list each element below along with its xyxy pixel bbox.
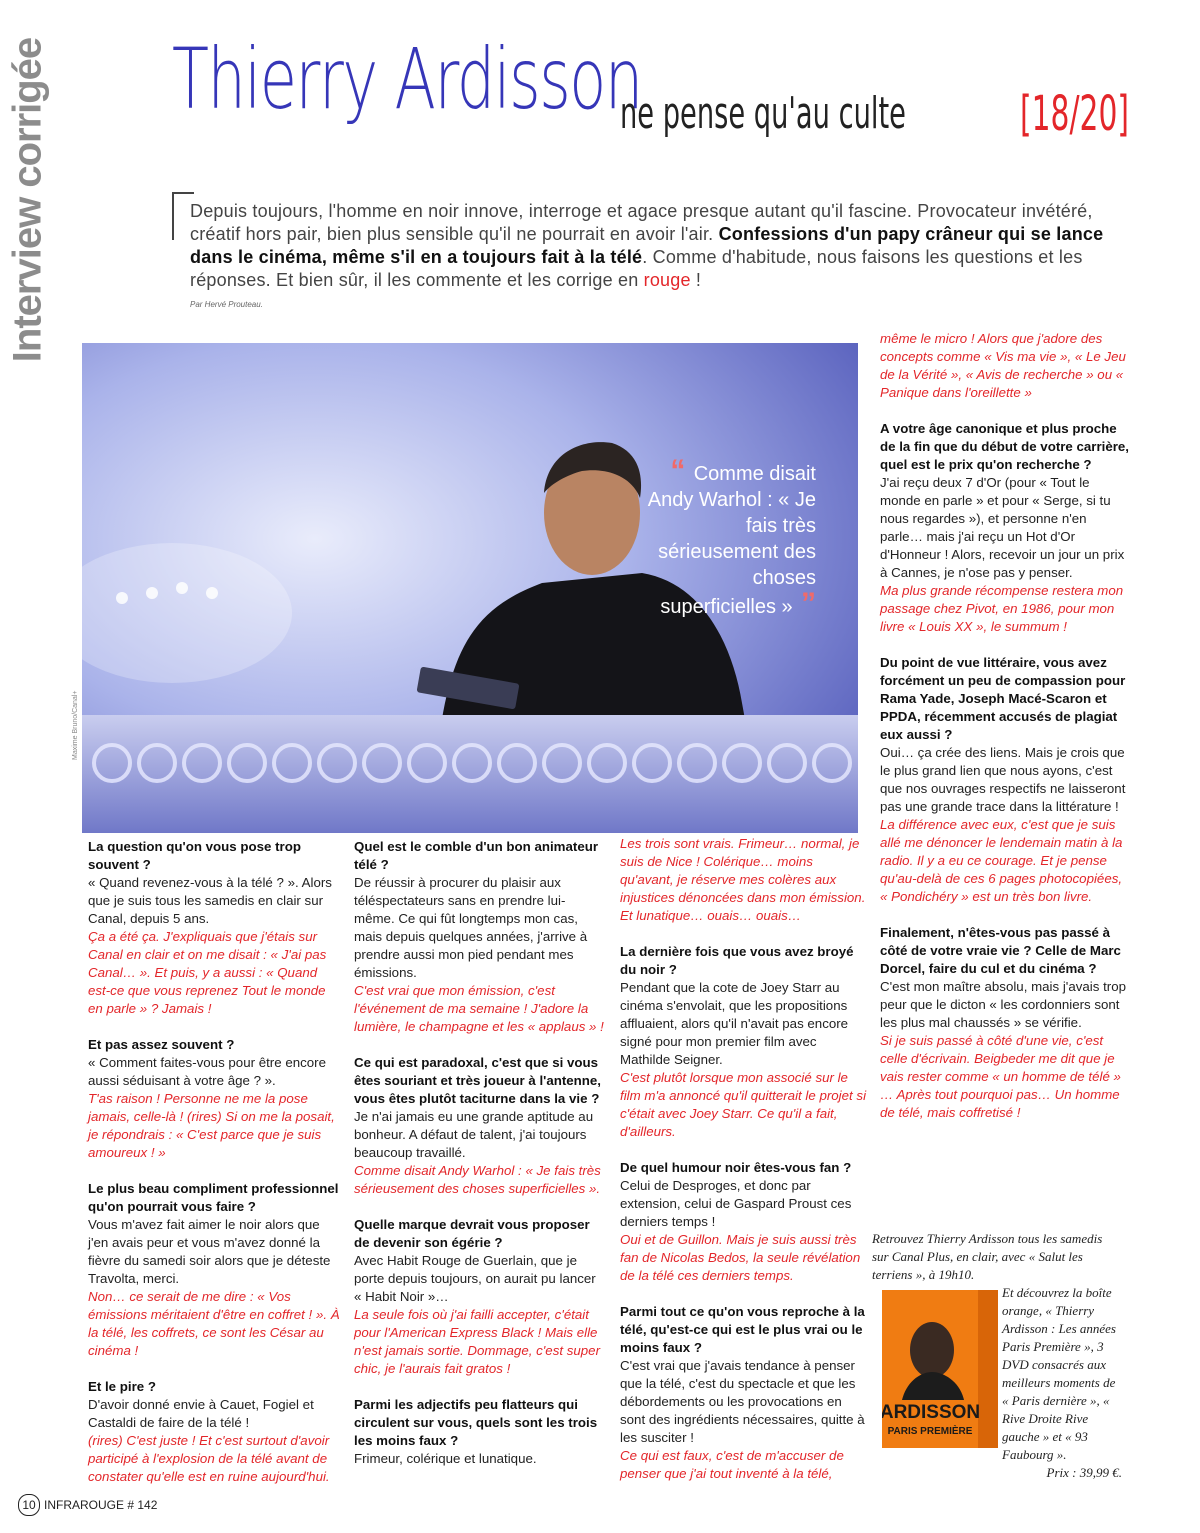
question: La question qu'on vous pose trop souvent ? (88, 839, 301, 872)
correction: Les trois sont vrais. Frimeur… normal, je suis de Nice ! Colérique… moins qu'avant, je réserve mes colères aux injustices dénoncées dans mon émission. Et lunatique… ouais… ouais… (620, 836, 866, 923)
answer: Celui de Desproges, et donc par extension, celui de Gaspard Proust ces derniers temps ! (620, 1178, 852, 1229)
dvd-title: ARDISSON (882, 1402, 981, 1423)
answer: De réussir à procurer du plaisir aux téléspectateurs sans en prendre lui-même. Ce qui fût longtemps mon cas, mais depuis quelques années, j'arrive à prendre aussi mon pied pendant mes émissions. (354, 875, 588, 980)
answer: Oui… ça crée des liens. Mais je crois que le plus grand lien que nous ayons, c'est que nos ouvrages respectifs ne laisseront pas une grande trace dans la littérature ! (880, 745, 1126, 814)
promo-line-1: Retrouvez Thierry Ardisson tous les samedis sur Canal Plus, en clair, avec « Salut les terriens », à 19h10. (872, 1231, 1103, 1282)
promo-line-2: Et découvrez la boîte orange, « Thierry Ardisson : Les années Paris Première », 3 DVD consacrés aux meilleurs moments de « Paris dernière », « Rive Droite Rive gauche » et « 93 Faubourg ». (1002, 1285, 1116, 1462)
question: Finalement, n'êtes-vous pas passé à côté de votre vraie vie ? Celle de Marc Dorcel, faire du cul et du cinéma ? (880, 925, 1121, 976)
qa-block (88, 1180, 340, 1360)
question: A votre âge canonique et plus proche de la fin que du début de votre carrière, quel est le prix qu'on recherche ? (880, 421, 1130, 472)
qa-block (88, 838, 340, 1018)
correction: Oui et de Guillon. Mais je suis aussi très fan de Nicolas Bedos, la seule révélation de la télé ces derniers temps. (620, 1232, 861, 1283)
qa-block (354, 1396, 606, 1468)
qa-block (880, 654, 1130, 906)
photo-credit: Maxime Bruno/Canal+ (72, 690, 79, 760)
page-footer (18, 1494, 157, 1516)
close-quote-icon: ” (792, 587, 816, 620)
question: Et le pire ? (88, 1379, 156, 1394)
answer: D'avoir donné envie à Cauet, Fogiel et Castaldi de faire de la télé ! (88, 1397, 314, 1430)
answer: Vous m'avez fait aimer le noir alors que j'en avais peur et vous m'avez donné la fièvre du samedi soir alors que je déteste Travolta, merci. (88, 1217, 331, 1286)
byline: Par Hervé Prouteau. (190, 300, 263, 309)
answer: Je n'ai jamais eu une grande aptitude au bonheur. A défaut de talent, j'ai toujours beaucoup travaillé. (354, 1109, 594, 1160)
qa-block (620, 835, 870, 925)
qa-block (354, 1216, 606, 1378)
section-label: Interview corrigée (5, 37, 50, 363)
answer: « Quand revenez-vous à la télé ? ». Alors que je suis tous les samedis en clair sur Canal, depuis 5 ans. (88, 875, 332, 926)
pull-quote: “ Comme disait Andy Warhol : « Je fais très sérieusement des choses superficielles » ” (647, 454, 816, 620)
magazine-issue: INFRAROUGE # 142 (44, 1498, 158, 1512)
correction: Ma plus grande récompense restera mon passage chez Pivot, en 1986, pour mon livre « Louis XX », le summum ! (880, 583, 1124, 634)
correction: Comme disait Andy Warhol : « Je fais très sérieusement des choses superficielles ». (354, 1163, 601, 1196)
correction: Ça a été ça. J'expliquais que j'étais sur Canal en clair et on me disait : « J'ai pas Canal… ». Et puis, y a aussi : « Quand est-ce que vous reprenez Tout le monde en parle » ? Jamais ! (88, 929, 327, 1016)
qa-block (620, 1159, 870, 1285)
correction: même le micro ! Alors que j'adore des concepts comme « Vis ma vie », « Le Jeu de la Vérité », « Avis de recherche » ou « Panique dans l'oreillette » (880, 331, 1126, 400)
correction: Si je suis passé à côté d'une vie, c'est celle d'écrivain. Beigbeder me dit que je vais rester comme « un homme de télé » … Après tout pourquoi pas… Un homme de télé, mais coffretisé ! (880, 1033, 1121, 1120)
qa-block (88, 1036, 340, 1162)
question: Ce qui est paradoxal, c'est que si vous êtes souriant et très joueur à l'antenne, vous êtes plutôt taciturne dans la vie ? (354, 1055, 602, 1106)
answer: C'est vrai que j'avais tendance à penser que la télé, c'est du spectacle et que les débordements ou les provocations en sont des ingrédients nécessaires, quitte à les susciter ! (620, 1358, 865, 1445)
qa-block (620, 943, 870, 1141)
qa-block (354, 1054, 606, 1198)
correction: T'as raison ! Personne ne me la pose jamais, celle-là ! (rires) Si on me la posait, je répondrais : « C'est parce que je suis amoureux ! » (88, 1091, 335, 1160)
question: Quelle marque devrait vous proposer de devenir son égérie ? (354, 1217, 590, 1250)
qa-block (880, 420, 1130, 636)
question: Parmi les adjectifs peu flatteurs qui circulent sur vous, quels sont les trois les moins faux ? (354, 1397, 598, 1448)
question: Le plus beau compliment professionnel qu'on pourrait vous faire ? (88, 1181, 339, 1214)
question: Parmi tout ce qu'on vous reproche à la télé, qu'est-ce qui est le plus vrai ou le moins faux ? (620, 1304, 865, 1355)
question: Quel est le comble d'un bon animateur télé ? (354, 839, 599, 872)
promo-price: Prix : 39,99 €. (1046, 1465, 1122, 1480)
column-2 (354, 838, 606, 1486)
dvd-subtitle: PARIS PREMIÈRE (887, 1426, 973, 1437)
correction: C'est vrai que mon émission, c'est l'événement de ma semaine ! J'adore la lumière, le champagne et les « applaus » ! (354, 983, 604, 1034)
qa-block (880, 924, 1130, 1122)
answer: Pendant que la cote de Joey Starr au cinéma s'envolait, que les propositions affluaient, alors qu'il n'avait pas encore signé pour mon premier film avec Mathilde Seigner. (620, 980, 849, 1067)
column-1 (88, 838, 340, 1504)
qa-block (88, 1378, 340, 1486)
article-subtitle: ne pense qu'au culte (620, 88, 906, 139)
qa-block (880, 330, 1130, 402)
answer: Avec Habit Rouge de Guerlain, que je porte depuis toujours, on aurait pu lancer « Habit Noir »… (354, 1253, 596, 1304)
qa-block (620, 1303, 870, 1483)
answer: Frimeur, colérique et lunatique. (354, 1451, 537, 1466)
page-number: 10 (18, 1494, 40, 1516)
question: Du point de vue littéraire, vous avez forcément un peu de compassion pour Rama Yade, Joseph Macé-Scaron et PPDA, récemment accusés de plagiat eux aussi ? (880, 655, 1126, 742)
correction: La différence avec eux, c'est que je suis allé me dénoncer le lendemain matin à la radio. Il y a eu ce courage. Et je pense qu'au-delà de ces 6 pages photocopiées, « Pondichéry » est un très bon livre. (880, 817, 1123, 904)
answer: J'ai reçu deux 7 d'Or (pour « Tout le monde en parle » et pour « Serge, si tu nous regardes »), et personne n'en parle… mais j'ai reçu un Hot d'Or d'Honneur ! Alors, recevoir un jour un prix à Cannes, je n'ose pas y penser. (880, 475, 1125, 580)
correction: La seule fois où j'ai failli accepter, c'était pour l'American Express Black ! Mais elle n'est jamais sortie. Dommage, c'est super chic, je l'aurais fait gratos ! (354, 1307, 600, 1376)
qa-block (354, 838, 606, 1036)
dvd-box-image (882, 1290, 998, 1448)
article-title: Thierry Ardisson (172, 30, 642, 128)
correction: Non… ce serait de me dire : « Vos émissions méritaient d'être en coffret ! ». À la télé, les coffrets, ce sont les César au cinéma ! (88, 1289, 340, 1358)
correction: C'est plutôt lorsque mon associé sur le film m'a annoncé qu'il quitterait le projet si c'était avec Joey Starr. Ce qu'il a fait, d'ailleurs. (620, 1070, 867, 1139)
column-3 (620, 835, 870, 1501)
open-quote-icon: “ (670, 454, 694, 487)
correction: Ce qui est faux, c'est de m'accuser de penser que j'ai tout inventé à la télé, (620, 1448, 844, 1481)
score-badge: [18/20] (1020, 86, 1129, 142)
answer: « Comment faites-vous pour être encore aussi séduisant à votre âge ? ». (88, 1055, 326, 1088)
question: De quel humour noir êtes-vous fan ? (620, 1160, 852, 1175)
answer: C'est mon maître absolu, mais j'avais trop peur que le dicton « les cordonniers sont les plus mal chaussés » se vérifie. (880, 979, 1126, 1030)
correction: (rires) C'est juste ! Et c'est surtout d'avoir participé à l'explosion de la télé avant de constater qu'elle est en ruine aujourd'hui. (88, 1433, 330, 1484)
column-4 (880, 330, 1130, 1140)
question: Et pas assez souvent ? (88, 1037, 235, 1052)
question: La dernière fois que vous avez broyé du noir ? (620, 944, 854, 977)
intro-paragraph: Depuis toujours, l'homme en noir innove, interroge et agace presque autant qu'il fascine. Provocateur invétéré, créatif hors pair, bien plus sensible qu'il ne pourrait en avoir l'air. Confessions d'un papy crâneur qui se lance dans le cinéma, même s'il en a toujours fait à la télé. Comme d'habitude, nous faisons les questions et les réponses. Et bien sûr, il les commente et les corrige en rouge ! (190, 201, 1104, 290)
